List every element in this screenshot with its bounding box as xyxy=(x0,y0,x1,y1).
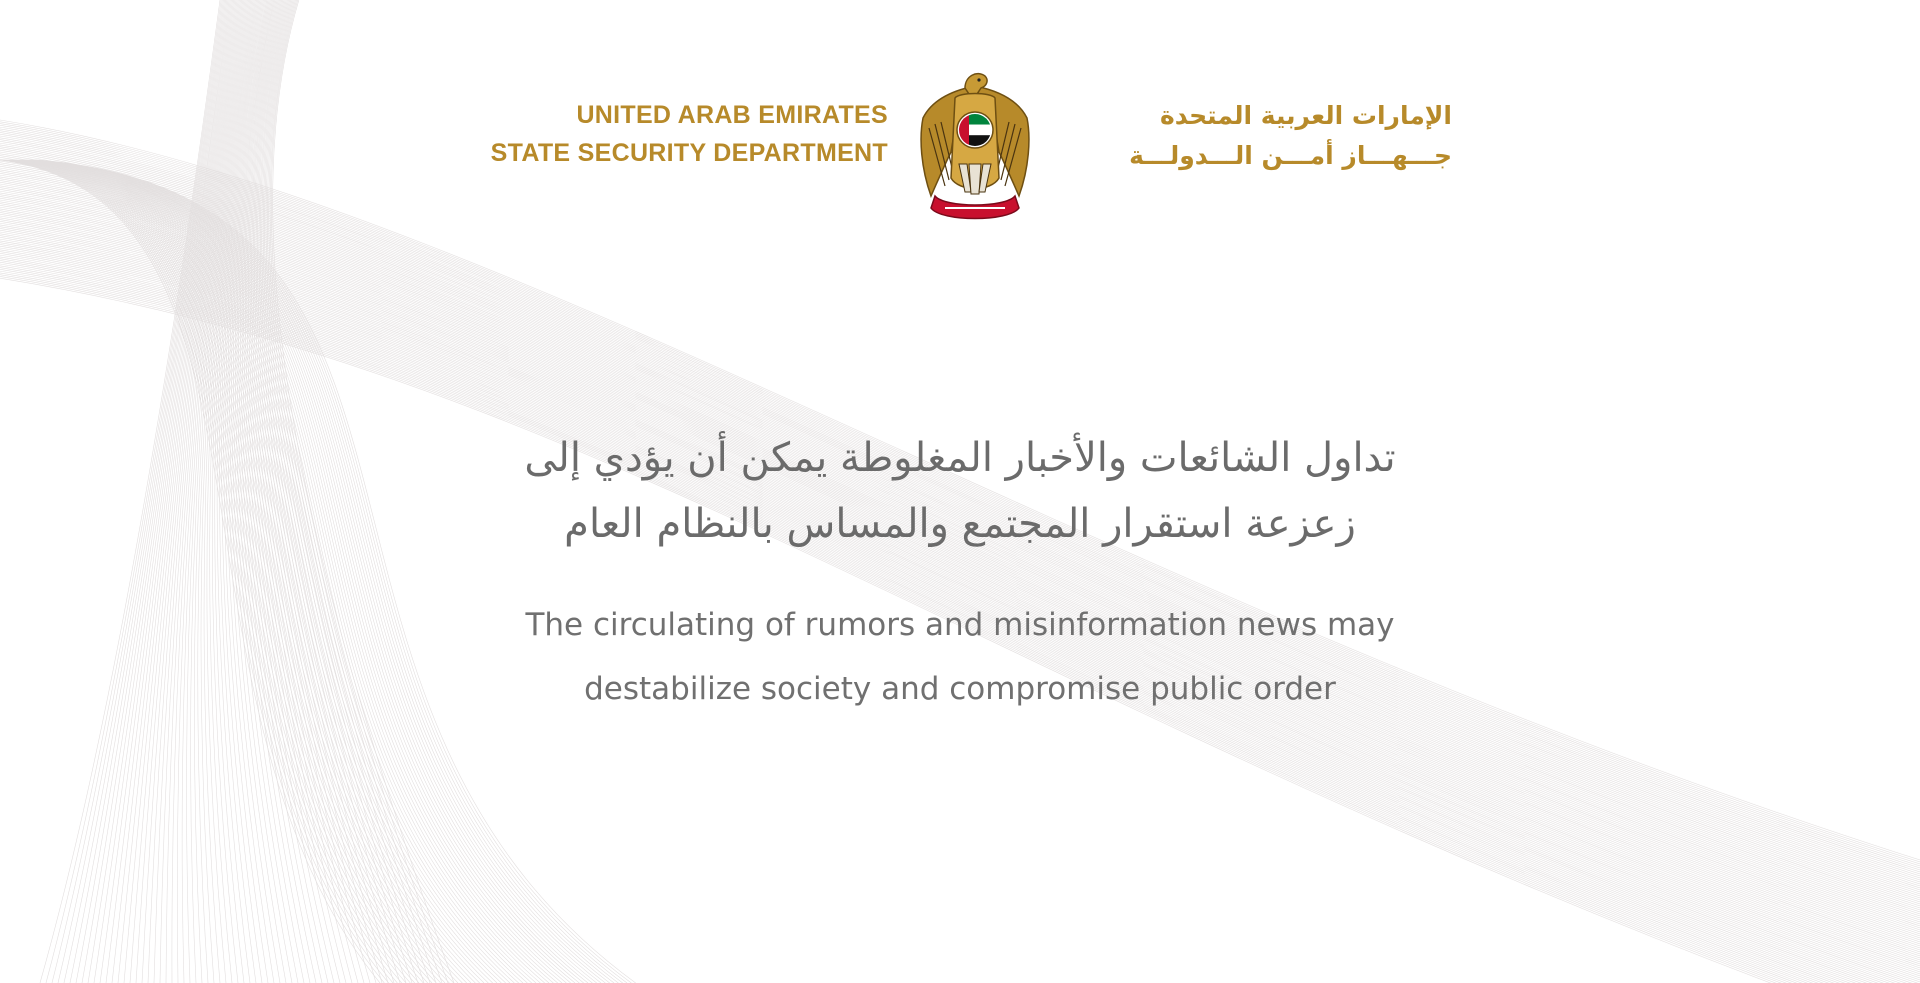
english-message-line2: destabilize society and compromise public order xyxy=(584,671,1336,707)
header xyxy=(0,68,1920,228)
uae-falcon-emblem-icon xyxy=(915,68,1035,224)
english-message-line1: The circulating of rumors and misinformation news may xyxy=(525,607,1395,643)
header-en-line2: STATE SECURITY DEPARTMENT xyxy=(490,139,888,167)
english-message xyxy=(0,593,1920,721)
header-arabic-title xyxy=(1062,96,1452,176)
arabic-message-line2: زعزعة استقرار المجتمع والمساس بالنظام العام xyxy=(564,501,1356,547)
header-ar-line1: الإمارات العربية المتحدة xyxy=(1159,101,1452,130)
arabic-message xyxy=(0,425,1920,557)
arabic-message-line1: تداول الشائعات والأخبار المغلوطة يمكن أن يؤدي إلى xyxy=(524,435,1396,481)
header-english-title xyxy=(491,96,888,172)
header-en-line1: UNITED ARAB EMIRATES xyxy=(576,101,888,129)
header-ar-line2: جـــهـــاز أمـــن الـــدولـــة xyxy=(1129,141,1452,170)
